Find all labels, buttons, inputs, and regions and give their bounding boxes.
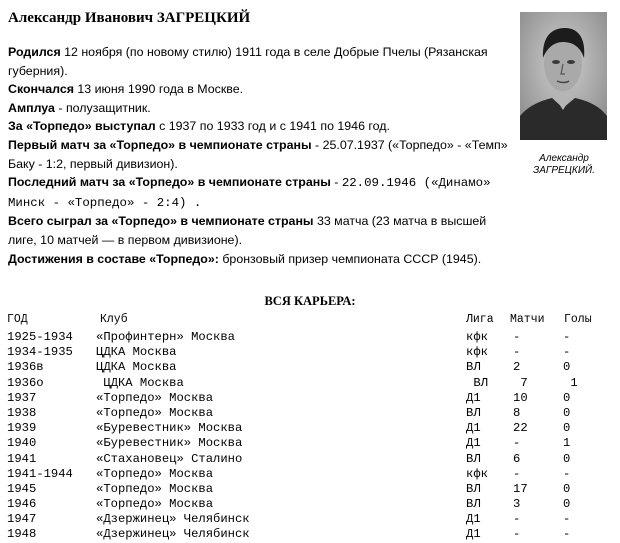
bio-role-label: Амплуа xyxy=(8,100,55,115)
bio-first-label: Первый матч за «Торпедо» в чемпионате страны xyxy=(8,137,312,152)
row-goals: - xyxy=(563,330,571,344)
caption-line-1: Александр xyxy=(539,153,589,164)
row-year: 1948 xyxy=(7,527,37,542)
bio-died-label: Скончался xyxy=(8,82,74,97)
bio-last-match xyxy=(8,173,508,212)
header-league: Лига xyxy=(466,313,494,326)
header-year: ГОД xyxy=(7,313,28,326)
career-row xyxy=(0,436,620,451)
career-row xyxy=(0,497,620,512)
row-club: «Торпедо» Москва xyxy=(96,390,214,405)
bio-total xyxy=(8,212,508,249)
header-club: Клуб xyxy=(100,313,128,326)
row-goals: - xyxy=(563,512,571,527)
row-year: 1939 xyxy=(7,421,37,436)
row-goals: - xyxy=(563,466,571,481)
bio-played-text: с 1937 по 1933 год и с 1941 по 1946 год. xyxy=(155,119,390,134)
bio-born-label: Родился xyxy=(8,45,61,59)
career-row xyxy=(0,345,620,360)
bio-total-label: Всего сыграл за «Торпедо» в чемпионате страны xyxy=(8,214,314,229)
caption-line-2: ЗАГРЕЦКИЙ. xyxy=(533,165,595,176)
row-matches: 10 xyxy=(513,390,528,405)
player-photo xyxy=(520,12,607,140)
photo-caption xyxy=(510,153,618,177)
row-club: «Профинтерн» Москва xyxy=(96,330,235,344)
row-matches: - xyxy=(513,466,521,481)
bio-played xyxy=(8,117,508,136)
row-club: «Дзержинец» Челябинск xyxy=(96,527,250,542)
row-club: «Буревестник» Москва xyxy=(96,421,243,436)
career-row xyxy=(0,512,620,527)
row-club: ЦДКА Москва xyxy=(96,345,177,360)
row-goals: 0 xyxy=(563,390,571,405)
career-row xyxy=(0,391,620,406)
row-matches: - xyxy=(513,436,521,451)
bio-last-label: Последний матч за «Торпедо» в чемпионате страны xyxy=(8,175,331,190)
row-matches: 6 xyxy=(513,451,521,466)
header-goals: Голы xyxy=(564,313,592,326)
row-matches: 7 xyxy=(513,375,528,390)
career-row xyxy=(0,452,620,467)
bio-total-text: 33 матча (23 матча в высшей лиге, 10 матчей — в первом дивизионе). xyxy=(8,214,487,247)
row-league: ВЛ xyxy=(466,405,481,420)
row-year: 1941 xyxy=(7,451,37,466)
row-club: «Дзержинец» Челябинск xyxy=(96,512,250,527)
row-goals: 0 xyxy=(563,360,571,375)
row-league: ВЛ xyxy=(466,375,488,390)
row-goals: 0 xyxy=(563,481,571,496)
bio-last-sep: - xyxy=(330,175,342,190)
row-year: 1938 xyxy=(7,405,37,420)
row-club: «Торпедо» Москва xyxy=(96,481,214,496)
career-row xyxy=(0,376,620,391)
career-row xyxy=(0,406,620,421)
bio-died-text: 13 июня 1990 года в Москве. xyxy=(73,82,244,97)
bio-last-text: 22.09.1946 («Динамо» Минск - «Торпедо» - 2:4) . xyxy=(8,176,491,210)
page-title: Александр Иванович ЗАГРЕЦКИЙ xyxy=(8,10,251,26)
row-league: ВЛ xyxy=(466,360,481,375)
row-club: «Буревестник» Москва xyxy=(96,436,243,451)
career-row xyxy=(0,527,620,542)
career-title: ВСЯ КАРЬЕРА: xyxy=(264,294,356,308)
row-year: 1937 xyxy=(7,390,37,405)
row-league: Д1 xyxy=(466,421,481,436)
row-matches: 8 xyxy=(513,405,521,420)
row-club: «Торпедо» Москва xyxy=(96,466,214,481)
row-year: 1936о xyxy=(7,375,44,390)
row-goals: - xyxy=(563,345,571,360)
row-matches: - xyxy=(513,512,521,527)
career-row xyxy=(0,421,620,436)
row-matches: - xyxy=(513,345,521,360)
row-goals: 0 xyxy=(563,497,571,512)
bio-born-text: 12 ноября (по новому стилю) 1911 года в селе Добрые Пчелы (Рязанская губерния). xyxy=(8,45,488,78)
career-table xyxy=(0,313,620,543)
row-league: ВЛ xyxy=(466,481,481,496)
row-league: кфк xyxy=(466,466,488,481)
row-year: 1946 xyxy=(7,497,37,512)
row-goals: - xyxy=(563,527,571,542)
biography xyxy=(8,43,508,268)
row-matches: 17 xyxy=(513,481,528,496)
row-matches: 2 xyxy=(513,360,521,375)
row-league: ВЛ xyxy=(466,451,481,466)
row-year: 1934-1935 xyxy=(7,345,73,360)
bio-played-label: За «Торпедо» выступал xyxy=(8,119,156,134)
row-league: Д1 xyxy=(466,512,481,527)
bio-role xyxy=(8,99,508,118)
row-matches: 3 xyxy=(513,497,521,512)
row-league: Д1 xyxy=(466,527,481,542)
career-header-row xyxy=(0,313,620,330)
row-goals: 0 xyxy=(563,405,571,420)
career-row xyxy=(0,482,620,497)
row-matches: - xyxy=(513,330,521,344)
header-matches: Матчи xyxy=(510,313,545,326)
row-matches: 22 xyxy=(513,421,528,436)
row-matches: - xyxy=(513,527,521,542)
row-goals: 1 xyxy=(563,436,571,451)
row-club: «Торпедо» Москва xyxy=(96,405,214,420)
bio-first-text: - 25.07.1937 («Торпедо» - «Темп» Баку - 1:2, первый дивизион). xyxy=(8,137,508,171)
bio-first-match xyxy=(8,136,508,173)
row-league: Д1 xyxy=(466,390,481,405)
row-goals: 1 xyxy=(563,375,578,390)
row-club: «Стахановец» Сталино xyxy=(96,451,243,466)
row-year: 1947 xyxy=(7,512,37,527)
row-club: ЦДКА Москва xyxy=(96,375,184,390)
row-league: кфк xyxy=(466,345,488,360)
row-club: «Торпедо» Москва xyxy=(96,497,214,512)
bio-achievements xyxy=(8,250,508,269)
row-club: ЦДКА Москва xyxy=(96,360,177,375)
row-league: Д1 xyxy=(466,436,481,451)
row-year: 1925-1934 xyxy=(7,330,73,344)
row-goals: 0 xyxy=(563,451,571,466)
row-goals: 0 xyxy=(563,421,571,436)
bio-role-text: - полузащитник. xyxy=(54,100,151,115)
bio-born xyxy=(8,43,508,80)
career-row xyxy=(0,330,620,345)
bio-ach-label: Достижения в составе «Торпедо»: xyxy=(8,251,219,266)
row-year: 1945 xyxy=(7,481,37,496)
bio-died xyxy=(8,80,508,99)
row-league: ВЛ xyxy=(466,497,481,512)
row-year: 1941-1944 xyxy=(7,466,73,481)
bio-ach-text: бронзовый призер чемпионата СССР (1945). xyxy=(218,251,482,266)
career-row xyxy=(0,360,620,375)
portrait-image xyxy=(520,12,607,140)
career-row xyxy=(0,467,620,482)
row-league: кфк xyxy=(466,330,488,344)
row-year: 1936в xyxy=(7,360,44,375)
row-year: 1940 xyxy=(7,436,37,451)
